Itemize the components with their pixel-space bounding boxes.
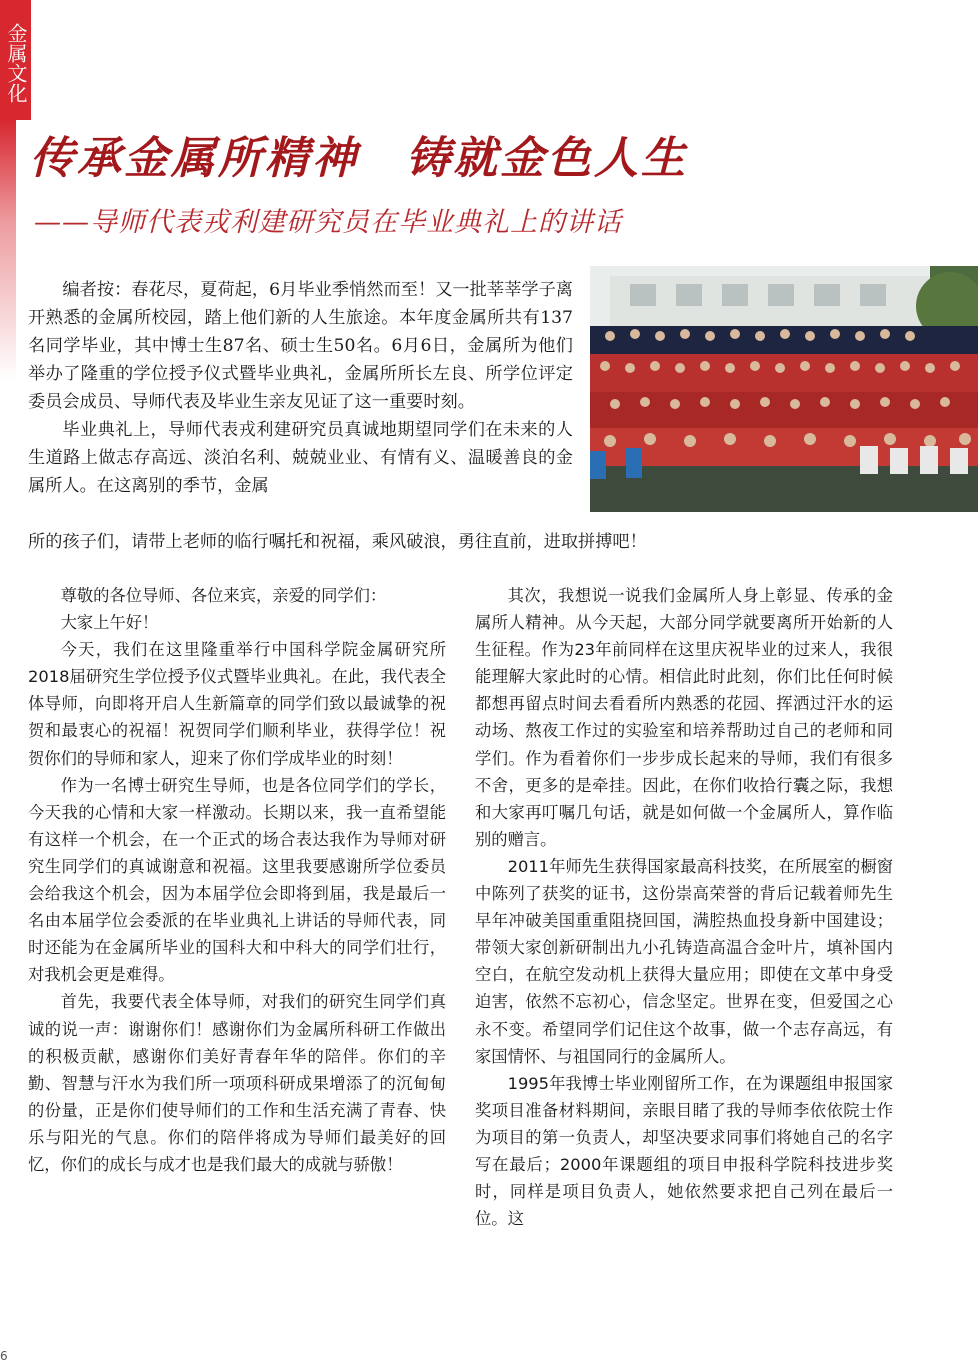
editor-note-last-line: 所的孩子们，请带上老师的临行嘱托和祝福，乘风破浪，勇往直前，进取拼搏吧！ — [28, 532, 647, 552]
section-tab-label: 金属文化 — [4, 23, 28, 103]
speech-paragraph: 大家上午好！ — [60, 613, 159, 633]
article-title: 传承金属所精神 铸就金色人生 — [30, 133, 688, 184]
editor-note-paragraph: 编者按：春花尽，夏荷起，6月毕业季悄然而至！又一批莘莘学子离开熟悉的金属所校园，踏上他们新的人生旅途。本年度金属所共有137名同学毕业，其中博士生87名、硕士生50名。6月6日，金属所为他们举办了隆重的学位授予仪式暨毕业典礼，金属所所长左良、所学位评定委员会成员、导师代表及毕业生亲友见证了这一重要时刻。 — [28, 280, 573, 412]
page-number: 6 — [0, 1349, 8, 1363]
speech-paragraph: 首先，我要代表全体导师，对我们的研究生同学们真诚的说一声：谢谢你们！感谢你们为金属所科研工作做出的积极贡献，感谢你们美好青春年华的陪伴。你们的辛勤、智慧与汗水为我们所一项项科研成果增添了的沉甸甸的份量，正是你们使导师们的工作和生活充满了青春、快乐与阳光的气息。你们的陪伴将成为导师们最美好的回忆，你们的成长与成才也是我们最大的成就与骄傲！ — [28, 992, 446, 1174]
speech-paragraph: 今天，我们在这里隆重举行中国科学院金属研究所2018届研究生学位授予仪式暨毕业典礼。在此，我代表全体导师，向即将开启人生新篇章的同学们致以最诚挚的祝贺和最衷心的祝福！祝贺同学们顺利毕业，获得学位！祝贺你们的导师和家人，迎来了你们学成毕业的时刻！ — [28, 640, 446, 768]
speech-paragraph: 2011年师先生获得国家最高科技奖，在所展室的橱窗中陈列了获奖的证书，这份崇高荣誉的背后记载着师先生早年冲破美国重重阻挠回国，满腔热血投身新中国建设；带领大家创新研制出九小孔铸造高温合金叶片，填补国内空白，在航空发动机上获得大量应用；即使在文革中身受迫害，依然不忘初心，信念坚定。世界在变，但爱国之心永不变。希望同学们记住这个故事，做一个志存高远，有家国情怀、与祖国同行的金属所人。 — [475, 856, 893, 1066]
speech-paragraph: 其次，我想说一说我们金属所人身上彰显、传承的金属所人精神。从今天起，大部分同学就要离所开始新的人生征程。作为23年前同样在这里庆祝毕业的过来人，我很能理解大家此时的心情。相信此时此刻，你们比任何时候都想再留点时间去看看所内熟悉的花园、挥洒过汗水的运动场、熬夜工作过的实验室和培养帮助过自己的老师和同学们。作为看着你们一步步成长起来的导师，我们有很多不舍，更多的是牵挂。因此，在你们收拾行囊之际，我想和大家再叮嘱几句话，就是如何做一个金属所人，算作临别的赠言。 — [475, 586, 893, 849]
side-decoration — [0, 120, 16, 380]
speech-paragraph: 尊敬的各位导师、各位来宾，亲爱的同学们： — [60, 586, 387, 605]
graduation-photo — [590, 266, 978, 512]
left-column — [28, 582, 446, 1178]
editor-note-paragraph: 毕业典礼上，导师代表戎利建研究员真诚地期望同学们在未来的人生道路上做志存高远、淡泊名利、兢兢业业、有情有义、温暖善良的金属所人。在这离别的季节，金属 — [28, 420, 573, 496]
editor-note — [28, 276, 573, 500]
article-subtitle: ——导师代表戎利建研究员在毕业典礼上的讲话 — [34, 207, 622, 238]
speech-paragraph: 作为一名博士研究生导师，也是各位同学们的学长，今天我的心情和大家一样激动。长期以来，我一直希望能有这样一个机会，在一个正式的场合表达我作为导师对研究生同学们的真诚谢意和祝福。这里我要感谢所学位委员会给我这个机会，因为本届学位会即将到届，我是最后一名由本届学位会委派的在毕业典礼上讲话的导师代表，同时还能为在金属所毕业的国科大和中科大的同学们壮行，对我机会更是难得。 — [28, 775, 446, 985]
right-column — [475, 582, 893, 1232]
section-tab — [0, 0, 31, 120]
speech-paragraph: 1995年我博士毕业刚留所工作，在为课题组申报国家奖项目准备材料期间，亲眼目睹了我的导师李依依院士作为项目的第一负责人，却坚决要求同事们将她自己的名字写在最后；2000年课题组的项目申报科学院科技进步奖时，同样是项目负责人，她依然要求把自己列在最后一位。这 — [475, 1073, 893, 1229]
graduation-photo-illustration — [590, 266, 978, 512]
